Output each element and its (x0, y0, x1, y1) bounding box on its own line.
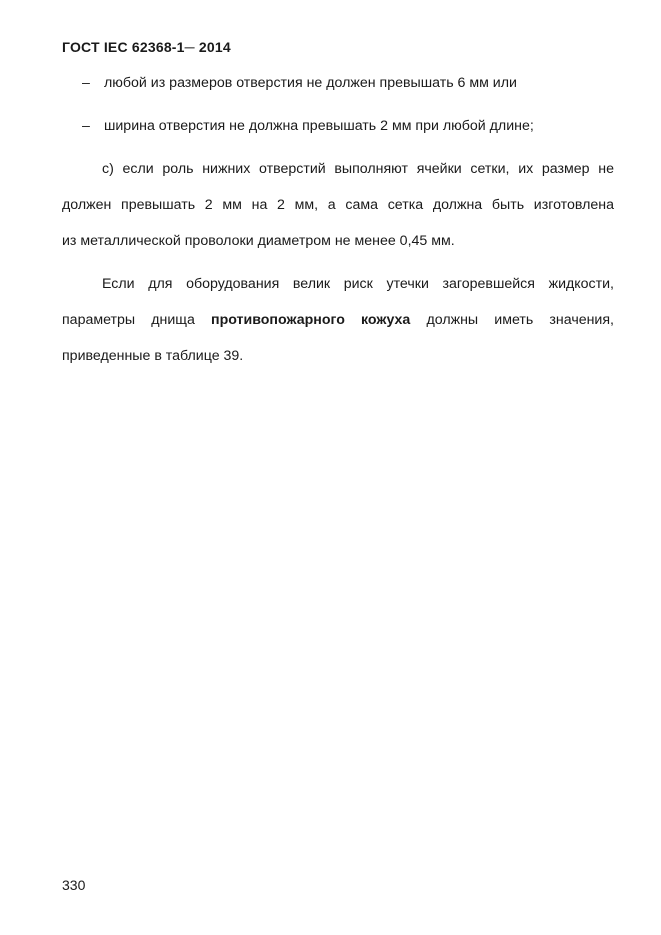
paragraph-fire-text: параметры днища (62, 312, 211, 328)
paragraph-c-line-3: из металлической проволоки диаметром не менее 0,45 мм. (62, 233, 455, 249)
list-item-text: ширина отверстия не должна превышать 2 мм при любой длине; (104, 118, 534, 134)
document-header: ГОСТ IEC 62368-1─ 2014 (62, 39, 231, 55)
term-fire-enclosure: противопожарного кожуха (211, 312, 411, 328)
list-dash: – (82, 118, 90, 134)
paragraph-fire-line-3: приведенные в таблице 39. (62, 348, 244, 364)
page-number: 330 (62, 877, 86, 893)
paragraph-c-line-2: должен превышать 2 мм на 2 мм, а сама сетка должна быть изготовлена (62, 197, 614, 213)
paragraph-c-line-1: с) если роль нижних отверстий выполняют ячейки сетки, их размер не (102, 161, 614, 177)
paragraph-fire-line-2 (62, 310, 614, 330)
list-item-text: любой из размеров отверстия не должен превышать 6 мм или (104, 75, 517, 91)
list-item (62, 116, 534, 136)
list-dash: – (82, 75, 90, 91)
paragraph-fire-text: должны иметь значения, (410, 312, 614, 328)
paragraph-fire-line-1: Если для оборудования велик риск утечки загоревшейся жидкости, (102, 276, 614, 292)
list-item (62, 73, 517, 93)
